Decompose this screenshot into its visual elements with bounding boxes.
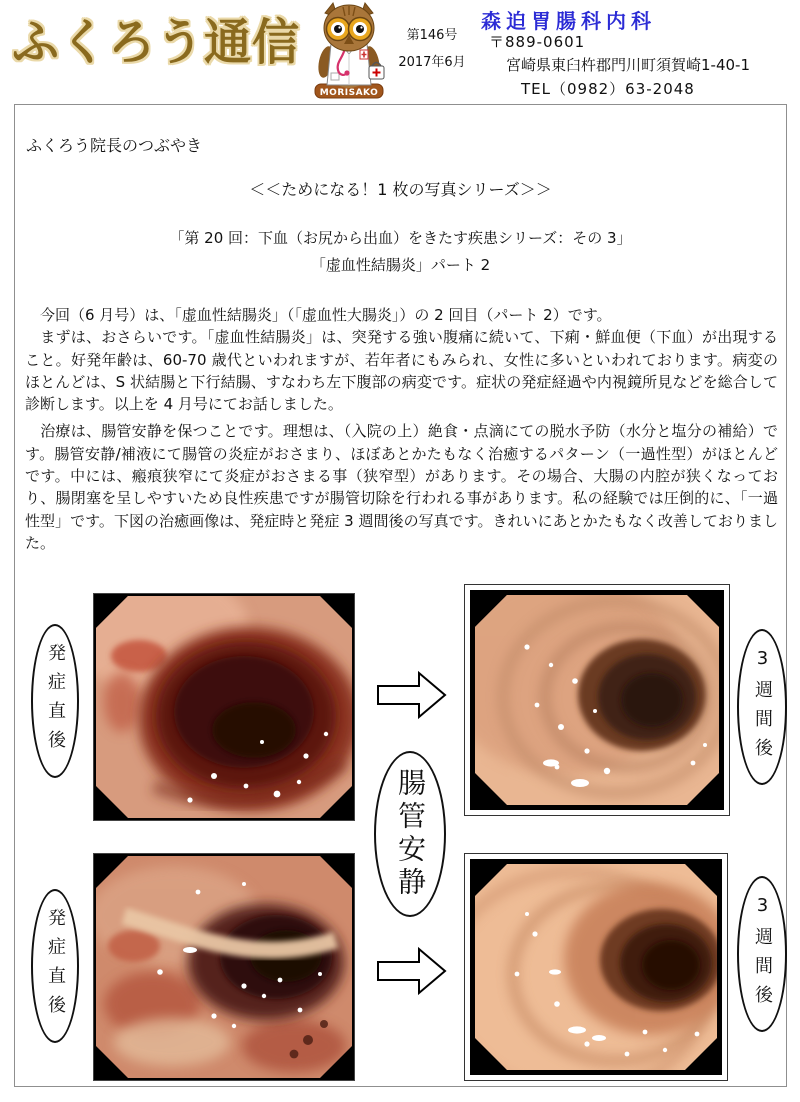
mascot-banner-text: MORISAKO — [319, 88, 379, 98]
article-body — [25, 304, 778, 554]
endoscopy-image-onset-top — [93, 593, 355, 821]
issue-date: 2017年6月 — [398, 55, 466, 70]
right-arrow-icon — [377, 946, 447, 996]
endoscopy-image-onset-bottom — [93, 853, 355, 1081]
clinic-name: 森迫胃腸科内科 — [481, 9, 656, 33]
paragraph-2: まずは、おさらいです。「虚血性結腸炎」は、突発する強い腹痛に続いて、下痢・鮮血便（下血）が出現すること。好発年齢は、60-70 歳代といわれますが、若年者にもみられ、女性に多いといわれております。病変のほとんどは、S 状結腸と下行結腸、すなわち左下腹部の病変です。症状の発症経過や内視鏡所見などを総合して診断します。以上を 4 月号にてお話しました。 — [25, 328, 778, 414]
issue-number: 第146号 — [406, 28, 458, 43]
endoscopy-image-healed-top — [464, 584, 730, 816]
newsletter-logo: ふくろう通信 — [12, 13, 301, 71]
label-after-top: 3週間後 — [737, 629, 787, 785]
label-after-bottom: 3週間後 — [737, 876, 787, 1032]
column-title: ふくろう院長のつぶやき — [26, 136, 203, 155]
episode-title: 「第 20 回：下血（お尻から出血）をきたす疾患シリーズ：その 3」 — [169, 229, 632, 247]
paragraph-1: 今回（6 月号）は、「虚血性結腸炎」（「虚血性大腸炎」）の 2 回目（パート 2）です。 — [25, 306, 612, 324]
series-heading: ＜＜ためになる！1 枚の写真シリーズ＞＞ — [249, 180, 552, 199]
clinic-address: 宮崎県東臼杵郡門川町須賀崎1-40-1 — [506, 56, 751, 74]
clinic-postal-code: 〒889-0601 — [489, 33, 586, 51]
clinic-telephone: TEL（0982）63-2048 — [521, 80, 695, 98]
article-box — [14, 104, 787, 1087]
label-onset-top: 発症直後 — [31, 624, 79, 778]
label-bowel-rest: 腸管安静 — [374, 751, 446, 917]
right-arrow-icon — [377, 670, 447, 720]
paragraph-3: 治療は、腸管安静を保つことです。理想は、（入院の上）絶食・点滴にての脱水予防（水分と塩分の補給）です。腸管安静/補液にて腸管の炎症がおさまり、ほぼあとかたもなく治癒するパターン（一過性型）がほとんどです。中には、瘢痕狭窄にて炎症がおさまる事（狭窄型）があります。その場合、大腸の内腔が狭くなっており、腸閉塞を呈しやすいため良性疾患ですが腸管切除を行われる事があります。私の経験では圧倒的に、「一過性型」です。下図の治癒画像は、発症時と発症 3 週間後の写真です。きれいにあとかたもなく改善しておりました。 — [25, 422, 778, 552]
episode-subtitle: 「虚血性結腸炎」パート 2 — [310, 256, 491, 274]
owl-doctor-mascot-icon — [303, 0, 395, 100]
endoscopy-image-healed-bottom — [464, 853, 728, 1081]
label-onset-bottom: 発症直後 — [31, 889, 79, 1043]
issue-block — [390, 22, 474, 76]
